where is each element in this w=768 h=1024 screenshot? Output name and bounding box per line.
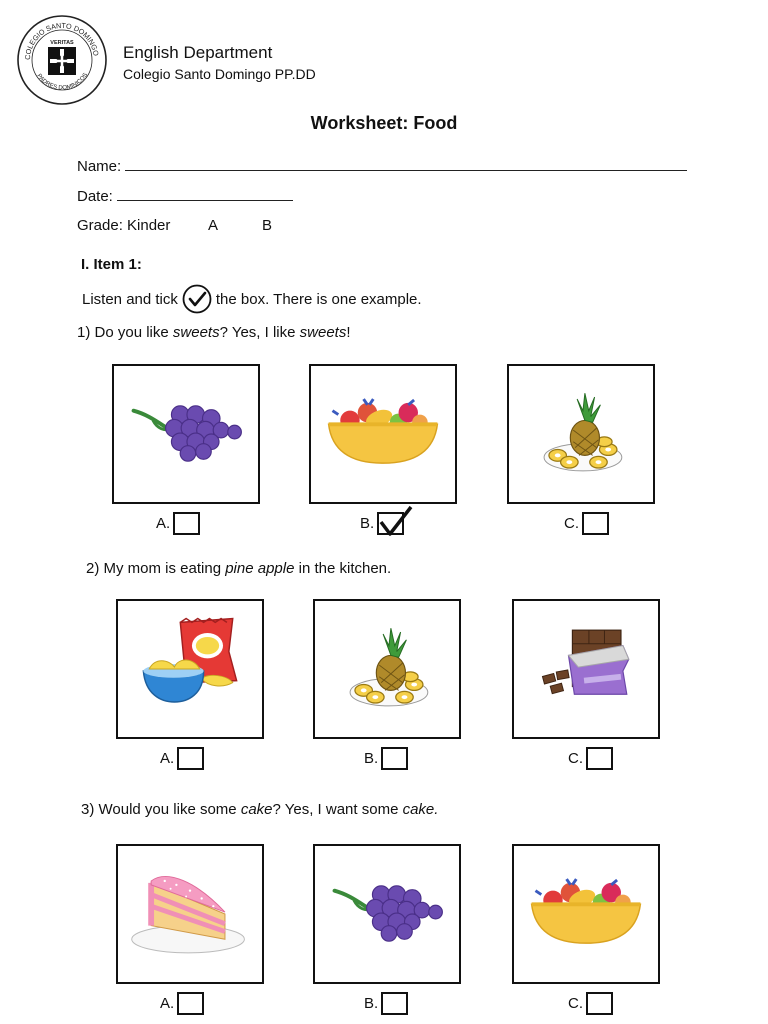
section-heading: I. Item 1:	[81, 256, 142, 273]
name-label: Name:	[77, 158, 122, 175]
answer-checkbox[interactable]	[177, 747, 204, 770]
picture-pineapple[interactable]	[313, 599, 461, 739]
grade-label: Grade: Kinder	[77, 217, 171, 234]
question-text: ? Yes, I want some	[272, 801, 403, 818]
checkmark-icon	[377, 504, 413, 538]
question-keyword: cake.	[402, 801, 439, 818]
option-label: A.	[160, 995, 175, 1012]
instruction-text-after: the box. There is one example.	[215, 290, 422, 308]
option-c	[568, 992, 613, 1015]
department-name: English Department	[123, 43, 273, 62]
picture-fruit-bowl[interactable]	[512, 844, 660, 984]
tick-circle-icon	[182, 284, 212, 314]
instruction	[82, 284, 422, 314]
dominican-cross-icon	[48, 47, 76, 75]
chips-icon	[118, 601, 262, 737]
option-label: C.	[568, 995, 583, 1012]
picture-grapes[interactable]	[313, 844, 461, 984]
grade-field	[77, 217, 170, 234]
picture-chips[interactable]	[116, 599, 264, 739]
picture-chocolate[interactable]	[512, 599, 660, 739]
answer-checkbox[interactable]	[381, 747, 408, 770]
question-text: My mom is eating	[103, 560, 226, 577]
picture-fruit-bowl[interactable]	[309, 364, 457, 504]
date-label: Date:	[77, 188, 113, 205]
question-3	[81, 801, 438, 818]
answer-checkbox[interactable]	[381, 992, 408, 1015]
answer-checkbox[interactable]	[582, 512, 609, 535]
name-field[interactable]	[77, 158, 687, 175]
picture-grapes[interactable]	[112, 364, 260, 504]
picture-cake[interactable]	[116, 844, 264, 984]
option-label: B.	[360, 515, 375, 532]
question-2	[86, 560, 391, 577]
question-keyword: sweets	[299, 324, 347, 341]
picture-pineapple[interactable]	[507, 364, 655, 504]
grapes-icon	[114, 366, 258, 502]
cake-icon	[118, 846, 262, 982]
grapes-icon	[315, 846, 459, 982]
seal-top-text: COLEGIO SANTO DOMINGO	[22, 20, 101, 61]
answer-checkbox[interactable]	[177, 992, 204, 1015]
seal-center-text: VERITAS	[50, 40, 74, 46]
question-keyword: sweets	[172, 324, 220, 341]
question-text: ? Yes, I like	[219, 324, 300, 341]
question-1	[77, 324, 351, 341]
option-c	[568, 747, 613, 770]
option-label: C.	[564, 515, 579, 532]
svg-text:PADRES DOMINICOS	[35, 72, 89, 91]
question-text: !	[346, 324, 351, 341]
option-b	[364, 992, 408, 1015]
question-number: 2)	[86, 560, 100, 577]
option-c	[564, 512, 609, 535]
answer-checkbox[interactable]	[586, 747, 613, 770]
pineapple-icon	[509, 366, 653, 502]
question-text: Do you like	[94, 324, 173, 341]
option-label: A.	[160, 750, 175, 767]
school-name: Colegio Santo Domingo PP.DD	[123, 66, 316, 82]
question-keyword: pine apple	[225, 560, 295, 577]
option-b	[364, 747, 408, 770]
seal-bottom-text: PADRES DOMINICOS	[35, 72, 90, 92]
option-label: C.	[568, 750, 583, 767]
question-keyword: cake	[240, 801, 273, 818]
grade-option-b[interactable]: B	[262, 217, 273, 234]
option-b	[360, 512, 404, 535]
grade-option-a[interactable]: A	[208, 217, 219, 234]
fruit-bowl-icon	[311, 366, 455, 502]
question-text: in the kitchen.	[294, 560, 392, 577]
answer-checkbox[interactable]	[173, 512, 200, 535]
answer-checkbox[interactable]	[586, 992, 613, 1015]
option-label: A.	[156, 515, 171, 532]
question-text: Would you like some	[98, 801, 241, 818]
date-field[interactable]	[77, 188, 293, 205]
name-line[interactable]	[125, 158, 687, 171]
fruit-bowl-icon	[514, 846, 658, 982]
option-a	[160, 747, 204, 770]
option-a	[156, 512, 200, 535]
school-seal	[16, 14, 108, 106]
instruction-text-before: Listen and tick	[82, 290, 178, 308]
question-number: 1)	[77, 324, 91, 341]
option-label: B.	[364, 995, 379, 1012]
chocolate-icon	[514, 601, 658, 737]
pineapple-icon	[315, 601, 459, 737]
option-label: B.	[364, 750, 379, 767]
date-line[interactable]	[117, 188, 293, 201]
option-a	[160, 992, 204, 1015]
worksheet-title: Worksheet: Food	[310, 113, 458, 133]
question-number: 3)	[81, 801, 95, 818]
answer-checkbox[interactable]	[377, 512, 404, 535]
